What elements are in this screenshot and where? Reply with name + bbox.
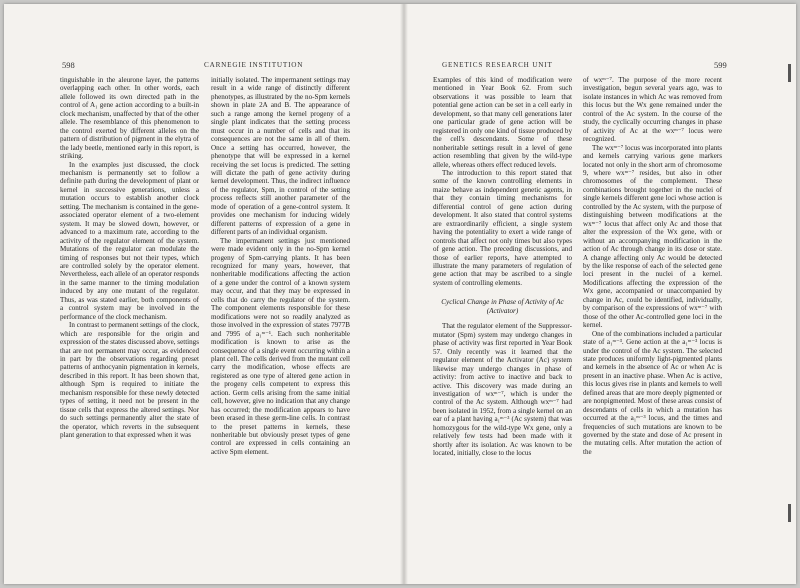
book-spread xyxy=(4,4,796,584)
paragraph: tinguishable in the aleurone layer, the patterns overlapping each other. In other words, each allele followed its own directed path in the control of A₁ gene action according to a built-in clock mechanism, unaffected by that of the other allele. The resemblance of this phenomenon to the control exerted by different alleles on the pattern of distribution of pigment in the elytra of the lady beetle, mentioned early in this report, is striking. xyxy=(60,76,199,161)
paragraph: of wxᵐ⁻⁷. The purpose of the more recent investigation, begun several years ago, was to isolate instances in which Ac was removed from this locus but the Wx gene remained under the control of the Ac system. In the course of the study, the cyclically occurring changes in phase of activity of Ac at the wxᵐ⁻⁷ locus were recognized. xyxy=(583,76,722,144)
right-column-2 xyxy=(583,76,722,572)
paragraph: The introduction to this report stated that some of the known controlling elements in maize behave as independent genetic agents, in that they contain timing mechanisms for differential control of gene action during development. It also stated that control systems are extraordinarily efficient, a single system having the potentiality to exert a wide range of controls that affect not only times but also types of gene action. The preceding discussions, and those of earlier reports, have attempted to illustrate the many parameters of regulation of gene action that may be ascribed to a single system of controlling elements. xyxy=(433,168,572,287)
paragraph: That the regulator element of the Suppressor-mutator (Spm) system may undergo changes in phase of activity was first reported in Year Book 57. Only recently was it learned that the regulator element of the Activator (Ac) system likewise may undergo changes in phase of activity: from active to inactive and back to active. This discovery was made during an investigation of wxᵐ⁻⁷, which is under the control of the Ac system. Although wxᵐ⁻⁷ had been isolated in 1952, from a single kernel on an ear of a plant having a₁ᵐ⁻³ (Ac system) that was homozygous for the wild-type Wx gene, only a relatively few tests had been made with it shortly after its isolation. Ac was known to be located, initially, close to the locus xyxy=(433,322,572,458)
right-page-number: 599 xyxy=(714,60,727,70)
left-page-number: 598 xyxy=(62,60,75,70)
left-column-2 xyxy=(211,76,350,572)
page-edge-mark xyxy=(788,64,791,82)
page-edge-mark xyxy=(788,504,791,522)
paragraph: The wxᵐ⁻⁷ locus was incorporated into plants and kernels carrying various gene markers located not only in the short arm of chromosome 9, where wxᵐ⁻⁷ resides, but also in other chromosomes of the complement. These combinations brought together in the nuclei of single kernels different gene loci whose action is controlled by the Ac system, with the purpose of distinguishing between modifications at the wxᵐ⁻⁷ locus that affect only Ac and those that alter the expression of the Wx gene, with or without an accompanying modification in the action of Ac through change in its dose or state. A change affecting only Ac would be detected by the like response of each of the selected gene loci present in the nuclei of a kernel. Modifications affecting the expression of the Wx gene, accompanied or unaccompanied by change in Ac, could be identified, individually, by comparison of the expressions of wxᵐ⁻⁷ with those of the other Ac-controlled gene loci in the kernel. xyxy=(583,143,722,330)
paragraph: In contrast to permanent settings of the clock, which are responsible for the origin and expression of the states discussed above, settings that are not permanent may occur, as evidenced in part by the observations regarding preset patterns of anthocyanin pigmentation in kernels, described in this report. It has been shown that, although Spm is required to initiate the mechanism responsible for these newly detected types of setting, it need not be present in the tissue cells that express the altered settings. Nor do such settings permanently alter the state of the operator, which reverts in the subsequent plant generation to that expressed when it was xyxy=(60,321,199,440)
left-column-1 xyxy=(60,76,199,572)
section-heading: Cyclical Change in Phase of Activity of Ac (Activator) xyxy=(441,298,564,316)
paragraph: Examples of this kind of modification were mentioned in Year Book 62. From such observations it was possible to learn that potential gene action can be set in a cell early in development, so that many cell generations later one particular grade of gene action will be registered in only one kind of tissue produced by the cell's descendants. Some of these nonheritable settings result in a level of gene action resembling that given by the wild-type allele, whereas others effect reduced levels. xyxy=(433,76,572,169)
paragraph: One of the combinations included a particular state of a₁ᵐ⁻³. Gene action at the a₁ᵐ⁻³ locus is under the control of the Ac system. The selected state produces uniformly light-pigmented plants and kernels in the absence of Ac or when Ac is present in an inactive phase. When Ac is active, this locus gives rise in plants and kernels to well defined areas that are more deeply pigmented or are nonpigmented. Most of these areas consist of descendants of cells in which a mutation has occurred at the a₁ᵐ⁻³ locus, and the times and frequencies of such mutations are known to be governed by the state and dose of Ac present in the mutating cells. After mutation the action of the xyxy=(583,329,722,456)
right-column-1 xyxy=(433,76,572,572)
left-running-head: CARNEGIE INSTITUTION xyxy=(204,61,304,69)
paragraph: In the examples just discussed, the clock mechanism is permanently set to follow a definite path during the development of plant or kernel in successive generations, unless a mutation occurs to establish another clock setting. The mechanism is contained in the gene-associated operator element of a two-element system. It may be slowed down, however, or advanced to a maximum rate, according to the activity of the regulator element of the system. Mutations of the regulator can modulate the timing of responses but not their types, which are controlled solely by the operator element. Nevertheless, each allele of an operator responds in the same manner to the timing modulation induced by any one mutant of the regulator. Thus, as was stated earlier, both components of a control system may be involved in the performance of the clock mechanism. xyxy=(60,160,199,321)
paragraph: initially isolated. The impermanent settings may result in a wide range of distinctly different phenotypes, as illustrated by the no-Spm kernels shown in plate 2A and B. The appearance of such a range among the kernel progeny of a single plant indicates that the setting process must occur in a number of cells and that its consequences are not the same in all of them. Once a setting has occurred, however, the phenotype that will be expressed in a kernel receiving the set locus is predicted. The setting will dictate the path of gene activity during kernel development. Thus, the indirect influence of the regulator, Spm, in control of the setting process reflects still another parameter of the mode of operation of a gene-control system. It provides one mechanism for inducing widely different patterns of expression of a gene in different parts of an individual organism. xyxy=(211,76,350,237)
paragraph: The impermanent settings just mentioned were made evident only in the no-Spm kernel progeny of Spm-carrying plants. It has been recognized for many years, however, that nonheritable modifications affecting the action of a gene under the control of a known system may occur, and that they may be expressed in cells that do carry the regulator of the system. The component elements responsible for these modifications were not so readily analyzed as those involved in the expression of states 7977B and 7995 of a₁ᵐ⁻¹. Each such nonheritable modification is known to arise as the consequence of a single event occurring within a plant cell. The cells derived from the mutant cell carry the modification, whose effects are registered as one type of altered gene action in the progeny cells competent to express this action. Germ cells arising from the same initial cell, however, give no indication that any change has occurred; the modification appears to have been erased in these germ-line cells. In contrast to the preset patterns in kernels, these nonheritable but obviously preset types of gene control are expressed in cells containing an active Spm element. xyxy=(211,236,350,456)
right-running-head: GENETICS RESEARCH UNIT xyxy=(442,61,553,69)
page-gutter xyxy=(400,4,408,584)
